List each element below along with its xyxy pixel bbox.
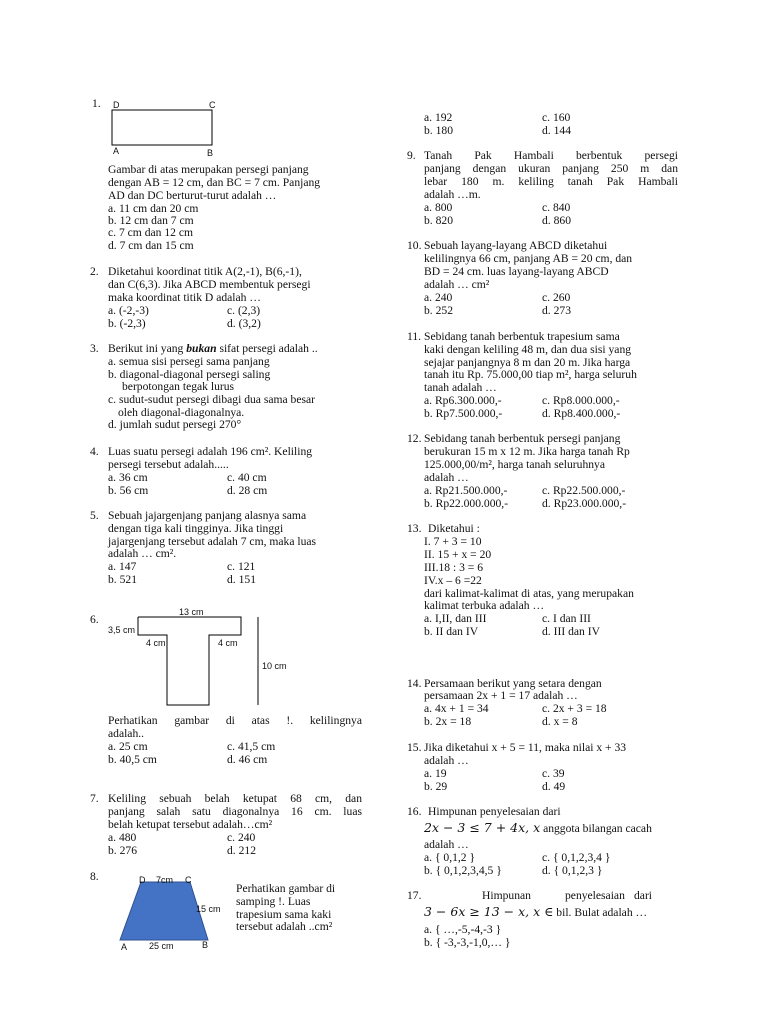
q13-item-2: II. 15 + x = 20 [424, 548, 492, 561]
q9-text-1: Tanah Pak Hambali berbentuk persegi [424, 149, 678, 162]
q17-math: 3 − 6x ≥ 13 − x, x ∈ [424, 904, 554, 919]
q11-text-4: tanah itu Rp. 75.000,00 tiap m², harga seluruh [424, 368, 637, 381]
q9-option-d: d. 860 [542, 214, 571, 227]
q16-option-d: d. { 0,1,2,3 } [542, 864, 603, 877]
q13-option-d: d. III dan IV [542, 625, 600, 638]
q3-question-emphasis: bukan [186, 342, 217, 355]
q6-option-c: c. 41,5 cm [227, 740, 276, 753]
q5-number: 5. [90, 509, 99, 522]
q8-label-c: C [185, 875, 192, 885]
q5-option-a: a. 147 [108, 560, 137, 573]
q3-option-a: a. semua sisi persegi sama panjang [108, 355, 270, 368]
q8-text-1: Perhatikan gambar di [236, 882, 336, 895]
q8-option-c: c. 160 [542, 111, 571, 124]
q17-number: 17. [407, 889, 422, 902]
q11-text-3: sejajar panjangnya 8 m dan 20 m. Jika harga [424, 356, 631, 369]
q12-option-c: c. Rp22.500.000,- [542, 484, 626, 497]
q14-text-2: persamaan 2x + 1 = 17 adalah … [424, 689, 578, 702]
q12-text-1: Sebidang tanah berbentuk persegi panjang [424, 432, 621, 445]
q4-text-2: persegi tersebut adalah..... [108, 458, 229, 471]
q3-number: 3. [90, 342, 99, 355]
q1-text-2: dengan AB = 12 cm, dan BC = 7 cm. Panjang [108, 176, 321, 189]
q5-text-4: adalah … cm². [108, 547, 177, 560]
q9-number: 9. [407, 149, 416, 162]
q17-word-1: Himpunan [482, 889, 531, 902]
q17-text-2: bil. Bulat adalah … [553, 906, 648, 919]
q9-text-2: panjang dengan ukuran panjang 250 m dan [424, 162, 678, 175]
q8-label-side: 15 cm [196, 904, 221, 914]
q5-option-d: d. 151 [227, 573, 256, 586]
q6-text-2: adalah.. [108, 727, 145, 740]
q9-text-3: lebar 180 m. keliling tanah Pak Hambali [424, 175, 678, 188]
q6-number: 6. [90, 613, 99, 626]
q14-option-c: c. 2x + 3 = 18 [542, 702, 607, 715]
q8-text-2: samping !. Luas [236, 895, 311, 908]
q6-label-left: 3,5 cm [108, 625, 136, 635]
q7-option-c: c. 240 [227, 831, 256, 844]
q13-option-a: a. I,II, dan III [424, 612, 487, 625]
q13-number: 13. [407, 522, 422, 535]
q13-text-1: dari kalimat-kalimat di atas, yang merupakan [424, 587, 634, 600]
q2-option-d: d. (3,2) [227, 317, 261, 330]
q3-question [108, 343, 318, 356]
q17-word-2: penyelesaian [565, 889, 625, 902]
q1-label-a: A [113, 146, 120, 156]
q12-text-2: berukuran 15 m x 12 m. Jika harga tanah Rp [424, 445, 630, 458]
q4-number: 4. [90, 445, 99, 458]
q6-option-d: d. 46 cm [227, 753, 268, 766]
q1-label-c: C [209, 100, 216, 110]
q17-option-b: b. { -3,-3,-1,0,… } [424, 936, 511, 949]
q2-text-1: Diketahui koordinat titik A(2,-1), B(6,-1), [108, 265, 302, 278]
q8-option-a: a. 192 [424, 111, 453, 124]
q12-number: 12. [407, 432, 422, 445]
q12-option-d: d. Rp23.000.000,- [542, 497, 627, 510]
q2-number: 2. [90, 265, 99, 278]
q9-option-b: b. 820 [424, 214, 453, 227]
q7-option-b: b. 276 [108, 844, 137, 857]
q16-number: 16. [407, 805, 422, 818]
q4-option-a: a. 36 cm [108, 471, 148, 484]
q2-text-2: dan C(6,3). Jika ABCD membentuk persegi [108, 278, 311, 291]
q14-number: 14. [407, 677, 422, 690]
q8-text-3: trapesium sama kaki [236, 908, 332, 921]
q5-text-1: Sebuah jajargenjang panjang alasnya sama [108, 509, 307, 522]
q16-text-3: adalah … [424, 838, 469, 851]
q12-text-3: 125.000,00/m², harga tanah seluruhnya [424, 458, 605, 471]
q5-option-c: c. 121 [227, 560, 256, 573]
q16-option-c: c. { 0,1,2,3,4 } [542, 851, 611, 864]
q3-question-post: sifat persegi adalah .. [216, 342, 318, 355]
q8-text-4: tersebut adalah ..cm² [236, 920, 333, 933]
q10-text-3: BD = 24 cm. luas layang-layang ABCD [424, 265, 609, 278]
q10-text-1: Sebuah layang-layang ABCD diketahui [424, 239, 608, 252]
q1-text-1: Gambar di atas merupakan persegi panjang [108, 163, 309, 176]
q17-option-a: a. { …,-5,-4,-3 } [424, 923, 502, 936]
q16-inequality [424, 822, 652, 836]
q2-option-c: c. (2,3) [227, 304, 261, 317]
q3-option-b: b. diagonal-diagonal persegi saling [108, 368, 271, 381]
q3-option-d: d. jumlah sudut persegi 270° [108, 418, 242, 431]
q7-option-d: d. 212 [227, 844, 256, 857]
q12-option-a: a. Rp21.500.000,- [424, 484, 508, 497]
q11-option-b: b. Rp7.500.000,- [424, 407, 503, 420]
q8-label-a: A [121, 942, 128, 952]
q13-option-c: c. I dan III [542, 612, 591, 625]
q8-label-bottom: 25 cm [149, 941, 174, 951]
q5-text-2: dengan tiga kali tingginya. Jika tinggi [108, 522, 284, 535]
q10-option-a: a. 240 [424, 291, 453, 304]
q6-option-b: b. 40,5 cm [108, 753, 157, 766]
q11-text-1: Sebidang tanah berbentuk trapesium sama [424, 330, 620, 343]
q5-option-b: b. 521 [108, 573, 137, 586]
q1-option-c: c. 7 cm dan 12 cm [108, 226, 193, 239]
q8-option-b: b. 180 [424, 124, 453, 137]
q13-item-3: III.18 : 3 = 6 [424, 561, 484, 574]
q7-option-a: a. 480 [108, 831, 137, 844]
q11-text-2: kaki dengan keliling 48 m, dan dua sisi yang [424, 343, 632, 356]
q8-label-top: 7cm [156, 875, 174, 885]
q2-option-a: a. (-2,-3) [108, 304, 149, 317]
q12-option-b: b. Rp22.000.000,- [424, 497, 509, 510]
q8-label-b: B [202, 940, 209, 950]
q6-option-a: a. 25 cm [108, 740, 148, 753]
q4-text-1: Luas suatu persegi adalah 196 cm². Keliling [108, 445, 313, 458]
q11-option-c: c. Rp8.000.000,- [542, 394, 620, 407]
q3-option-c: c. sudut-sudut persegi dibagi dua sama besar [108, 393, 316, 406]
q13-item-4: IV.x – 6 =22 [424, 574, 482, 587]
q15-option-b: b. 29 [424, 780, 448, 793]
q15-option-a: a. 19 [424, 767, 447, 780]
q15-option-d: d. 49 [542, 780, 566, 793]
q11-option-d: d. Rp8.400.000,- [542, 407, 621, 420]
q6-label-left-4: 4 cm [146, 638, 166, 648]
q15-text-1: Jika diketahui x + 5 = 11, maka nilai x + 33 [424, 741, 627, 754]
q10-number: 10. [407, 239, 422, 252]
q8-label-d: D [139, 875, 146, 885]
q1-label-b: B [207, 148, 214, 158]
q12-text-4: adalah … [424, 471, 469, 484]
q4-option-d: d. 28 cm [227, 484, 268, 497]
q1-text-3: AD dan DC berturut-turut adalah … [108, 189, 277, 202]
q7-text-3: belah ketupat tersebut adalah…cm² [108, 818, 273, 831]
q10-text-2: kelilingnya 66 cm, panjang AB = 20 cm, dan [424, 252, 633, 265]
q11-option-a: a. Rp6.300.000,- [424, 394, 502, 407]
q16-option-a: a. { 0,1,2 } [424, 851, 476, 864]
q10-option-b: b. 252 [424, 304, 453, 317]
q13-head: Diketahui : [428, 522, 480, 535]
q6-text-1: Perhatikan gambar di atas !. kelilingnya [108, 714, 362, 727]
q8-number: 8. [90, 870, 99, 883]
q16-math: 2x − 3 ≤ 7 + 4x, x [424, 820, 541, 835]
q7-text-1: Keliling sebuah belah ketupat 68 cm, dan [108, 792, 362, 805]
q13-item-1: I. 7 + 3 = 10 [424, 535, 482, 548]
q9-option-a: a. 800 [424, 201, 453, 214]
q9-text-4: adalah …m. [424, 188, 481, 201]
q4-option-c: c. 40 cm [227, 471, 267, 484]
q15-option-c: c. 39 [542, 767, 565, 780]
q1-label-d: D [113, 100, 120, 110]
q7-text-2: panjang salah satu diagonalnya 16 cm. luas [108, 805, 362, 818]
q10-option-d: d. 273 [542, 304, 571, 317]
q17-word-3: dari [634, 889, 653, 902]
q5-text-3: jajargenjang tersebut adalah 7 cm, maka luas [108, 535, 317, 548]
q11-text-5: tanah adalah … [424, 381, 497, 394]
q1-option-a: a. 11 cm dan 20 cm [108, 202, 199, 215]
q6-t-shape-figure [138, 617, 268, 709]
q1-option-b: b. 12 cm dan 7 cm [108, 214, 194, 227]
q16-option-b: b. { 0,1,2,3,4,5 } [424, 864, 502, 877]
q10-option-c: c. 260 [542, 291, 571, 304]
q1-number: 1. [92, 97, 101, 110]
q9-option-c: c. 840 [542, 201, 571, 214]
q14-text-1: Persamaan berikut yang setara dengan [424, 677, 602, 690]
q15-number: 15. [407, 741, 422, 754]
q8-option-d: d. 144 [542, 124, 571, 137]
q3-option-b-cont: berpotongan tegak lurus [122, 380, 235, 393]
q15-text-2: adalah … [424, 754, 469, 767]
q6-label-height: 10 cm [262, 661, 287, 671]
q16-text-1: Himpunan penyelesaian dari [428, 805, 561, 818]
q6-label-right-4: 4 cm [218, 638, 238, 648]
q13-option-b: b. II dan IV [424, 625, 479, 638]
q1-rectangle-figure [112, 110, 212, 146]
q4-option-b: b. 56 cm [108, 484, 149, 497]
q3-option-c-cont: oleh diagonal-diagonalnya. [118, 406, 245, 419]
q17-inequality [424, 906, 647, 920]
q2-option-b: b. (-2,3) [108, 317, 146, 330]
q14-option-b: b. 2x = 18 [424, 715, 472, 728]
q14-option-d: d. x = 8 [542, 715, 578, 728]
q7-number: 7. [90, 792, 99, 805]
q10-text-4: adalah … cm² [424, 278, 490, 291]
q3-question-pre: Berikut ini yang [108, 342, 187, 355]
q14-option-a: a. 4x + 1 = 34 [424, 702, 489, 715]
q13-text-2: kalimat terbuka adalah … [424, 599, 545, 612]
q6-label-top: 13 cm [179, 607, 204, 617]
q11-number: 11. [407, 330, 422, 343]
q2-text-3: maka koordinat titik D adalah … [108, 291, 261, 304]
q1-option-d: d. 7 cm dan 15 cm [108, 239, 194, 252]
q16-text-2: anggota bilangan cacah [540, 822, 652, 835]
